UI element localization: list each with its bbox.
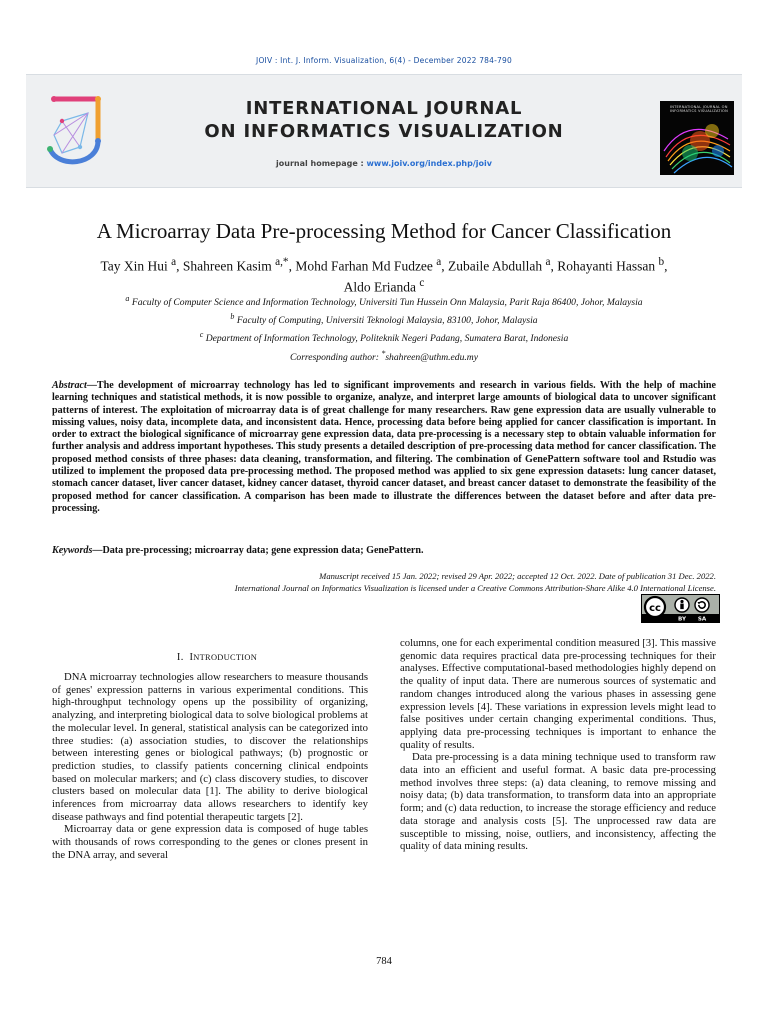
journal-homepage <box>26 159 742 168</box>
author-name: Aldo Erianda <box>343 279 416 294</box>
section-heading-introduction <box>52 652 382 663</box>
body-column-right <box>400 637 716 853</box>
journal-title <box>26 97 742 143</box>
keywords-text: —Data pre-processing; microarray data; gene expression data; GenePattern. <box>92 545 424 556</box>
corr-label: Corresponding author: <box>290 351 382 363</box>
body-column-left <box>52 671 368 862</box>
manuscript-dates: Manuscript received 15 Jan. 2022; revised 29 Apr. 2022; accepted 12 Oct. 2022. Date of publication 31 Dec. 2022. <box>319 571 716 581</box>
affiliation-sup: b <box>230 312 235 322</box>
cc-by-sa-icon <box>642 595 719 622</box>
paragraph: columns, one for each experimental condition measured [3]. This massive genomic data requires practical data pre-processing techniques for their analyses. Effective computational-based methodologies highly depend on the quality of input data. There are numerous sources of systematic and random changes introduced along the various phases in assessing gene expression levels [4]. These variations in expression levels might lead to false positives under certain changing experimental conditions. Thus, applying data pre-processing techniques is important to enhance the quality of results. <box>400 637 716 751</box>
keywords <box>52 545 716 556</box>
abstract <box>52 380 716 515</box>
journal-banner <box>26 74 742 188</box>
author-name: Zubaile Abdullah <box>448 258 543 274</box>
corresponding-author <box>60 347 708 365</box>
section-title-initial: I <box>189 652 194 663</box>
affiliations <box>60 292 708 365</box>
section-title-rest: NTRODUCTION <box>193 653 258 662</box>
homepage-label: journal homepage : <box>276 159 367 168</box>
affiliation-text: Faculty of Computing, Universiti Teknologi Malaysia, 83100, Johor, Malaysia <box>236 315 538 327</box>
affiliation-sup: c <box>199 330 204 340</box>
keywords-label: Keywords <box>52 545 93 556</box>
author-name: Rohayanti Hassan <box>557 258 656 274</box>
corr-sup: * <box>381 348 386 358</box>
cc-license-badge[interactable] <box>641 594 720 623</box>
cc-mark: cc <box>649 603 661 614</box>
homepage-link[interactable]: www.joiv.org/index.php/joiv <box>366 159 492 168</box>
author-affil-sup: a <box>545 256 551 268</box>
author-affil-sup: a <box>171 256 177 268</box>
author-name: Tay Xin Hui <box>100 258 168 274</box>
manuscript-info <box>52 571 716 594</box>
author-affil-sup: a,* <box>275 256 289 268</box>
affiliation-text: Faculty of Computer Science and Information Technology, Universiti Tun Hussein Onn Malaysia, Parit Raja 86400, Johor, Malaysia <box>131 297 643 309</box>
journal-cover-image <box>660 101 734 175</box>
paragraph: DNA microarray technologies allow researchers to measure thousands of genes' expression patterns in various experimental conditions. This high-throughput technology opens up the possibility of organizing, analyzing, and interpreting biological data to solve biological problems at the molecular level. In general, statistical analysis can be categorized into three studies: (a) association studies, to discover the relationships between interesting genes or biological pathways; (b) prognostic or prediction studies, to classify patients concerning clinical endpoints based on molecular markers; and (c) class discovery studies, to discover clusters based on molecular data [1]. The ability to derive biological inferences from microarray data allows researchers to identify key disease pathways and find potential therapeutic targets [2]. <box>52 671 368 823</box>
affiliation-sup: a <box>125 294 130 303</box>
abstract-text: —The development of microarray technology has led to significant improvements and research in various fields. With the help of machine learning techniques and statistical methods, it is now possible to organize, analyze, and interpret large amounts of biological data to uncover significant patterns of interest. The exploitation of microarray data is of great challenge for many researchers. Raw gene expression data are usually vulnerable to missing values, noisy data, incomplete data, and inconsistent data. Hence, processing data before being applied for cancer classification is important. In order to extract the biological significance of microarray gene expression data, data pre-processing is a necessary step to obtain valuable information for further analysis and address important hypotheses. This study presents a detailed description of pre-processing data method for cancer classification. The proposed method consists of three phases: data cleaning, transformation, and filtering. The combination of GenePattern software tool and Rstudio was utilized to implement the proposed data pre-processing method. The proposed method was applied to six gene expression datasets: lung cancer dataset, stomach cancer dataset, liver cancer dataset, kidney cancer dataset, thyroid cancer dataset, and breast cancer dataset to demonstrate the feasibility of the proposed method for cancer classification. A comparison has been made to illustrate the differences between the dataset before and after data pre-processing. <box>52 380 716 514</box>
paragraph: Data pre-processing is a data mining technique used to transform raw data into an efficient and useful format. A basic data pre-processing method involves three steps: (a) data cleaning, to remove missing and noisy data; (b) data transformation, to transform data into an appropriate form; and (c) data reduction, to increase the storage efficiency and reduce data storage and analysis costs [5]. The unprocessed raw data are susceptible to missing, noise, outliers, and inconsistency, affecting the quality of data mining results. <box>400 751 716 853</box>
abstract-label: Abstract <box>52 380 87 391</box>
journal-title-line2: ON INFORMATICS VISUALIZATION <box>204 121 564 142</box>
corr-email-link[interactable]: shahreen@uthm.edu.my <box>385 351 478 363</box>
cc-sa-label: SA <box>697 616 707 622</box>
affiliation-text: Department of Information Technology, Politeknik Negeri Padang, Sumatera Barat, Indonesia <box>205 333 569 345</box>
paragraph: Microarray data or gene expression data is composed of huge tables with thousands of rows corresponding to the genes or clones present in the DNA array, and several <box>52 823 368 861</box>
affiliation-b <box>60 310 708 328</box>
journal-title-line1: INTERNATIONAL JOURNAL <box>245 98 523 119</box>
journal-citation-line: JOIV : Int. J. Inform. Visualization, 6(4) - December 2022 784-790 <box>256 56 512 65</box>
cover-title: INTERNATIONAL JOURNAL ON INFORMATICS VISUALIZATION <box>670 105 728 114</box>
author-affil-sup: b <box>658 256 665 268</box>
author-affil-sup: a <box>436 256 442 268</box>
page-number: 784 <box>376 956 392 967</box>
paper-title: A Microarray Data Pre-processing Method for Cancer Classification <box>96 219 672 243</box>
section-number: I. <box>176 652 184 663</box>
license-statement: International Journal on Informatics Visualization is licensed under a Creative Commons Attribution-Share Alike 4.0 International License. <box>234 582 716 593</box>
affiliation-a <box>60 292 708 310</box>
author-name: Mohd Farhan Md Fudzee <box>295 258 433 274</box>
author-affil-sup: c <box>419 276 425 289</box>
author-list: Tay Xin Hui $^a$, Shahreen Kasim $^{a,*}$, Mohd Farhan Md Fudzee $^a$, Zubaile Abdullah $^a$, Rohayanti Hassan $^b$, Aldo Erianda $^c$ <box>100 256 668 294</box>
cc-by-label: BY <box>677 616 687 622</box>
author-name: Shahreen Kasim <box>182 258 272 274</box>
affiliation-c <box>60 328 708 346</box>
